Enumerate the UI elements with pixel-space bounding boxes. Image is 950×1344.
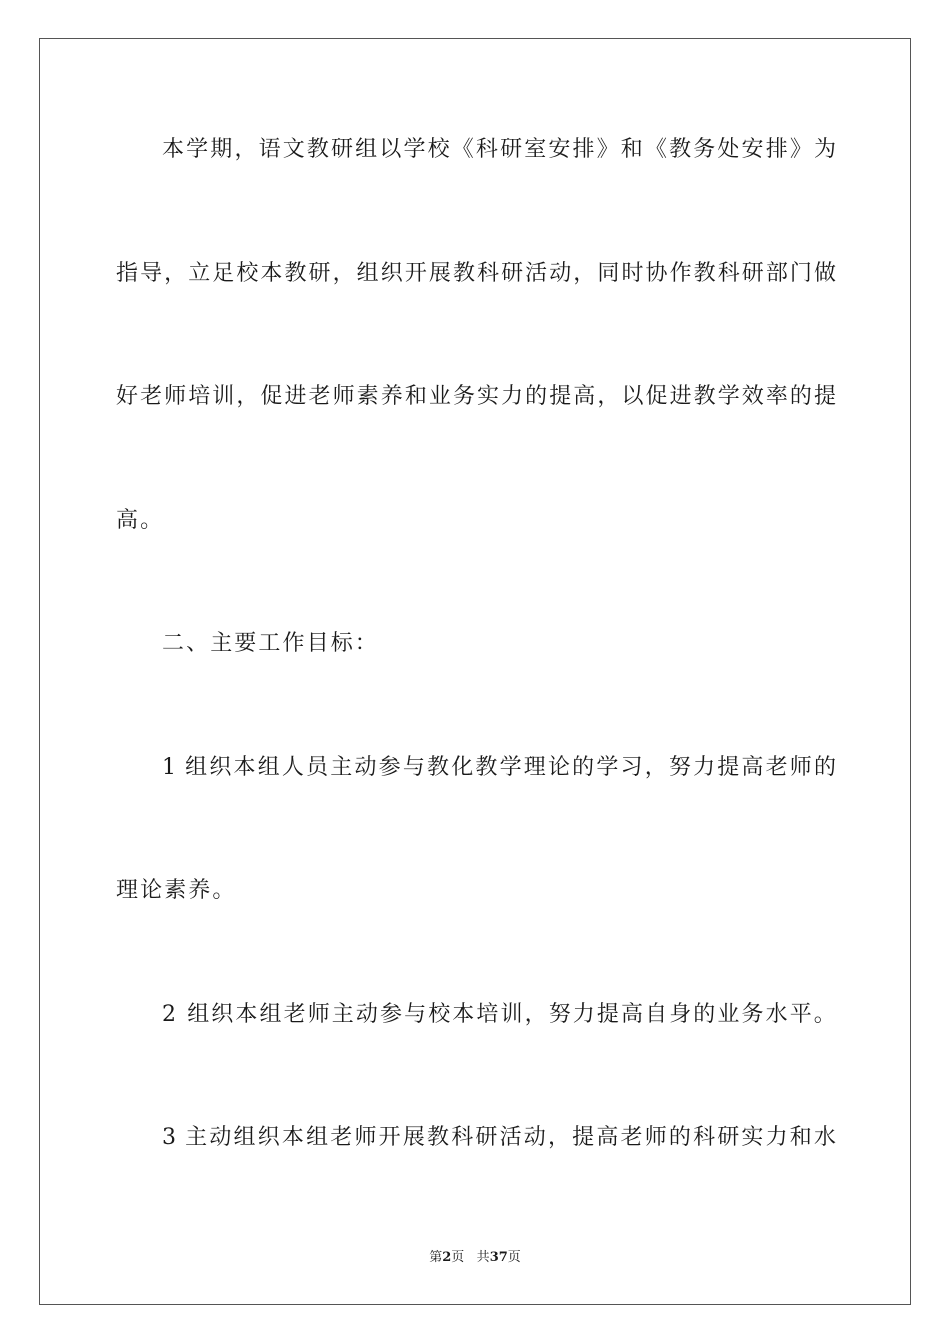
document-body: [116, 128, 836, 1240]
total-unit: 页: [507, 1250, 521, 1265]
paragraph-line: 高。: [116, 507, 165, 533]
page-number: 2: [442, 1250, 452, 1265]
paragraph-line: 指导，立足校本教研，组织开展教科研活动，同时协作教科研部门做: [116, 260, 836, 286]
page-unit: 页: [451, 1250, 465, 1265]
list-item: 3 主动组织本组老师开展教科研活动，提高老师的科研实力和水: [162, 1125, 836, 1150]
paragraph-line: 本学期，语文教研组以学校《科研室安排》和《教务处安排》为: [162, 137, 836, 162]
total-prefix: 共: [476, 1250, 490, 1265]
list-item: 2 组织本组老师主动参与校本培训，努力提高自身的业务水平。: [162, 1001, 838, 1027]
section-heading: 二、主要工作目标：: [162, 631, 379, 656]
page-prefix: 第: [429, 1250, 443, 1265]
paragraph-line: 好老师培训，促进老师素养和业务实力的提高，以促进教学效率的提: [116, 384, 836, 409]
list-item-continuation: 理论素养。: [116, 878, 237, 903]
page-footer: [0, 1246, 950, 1265]
list-item: 1 组织本组人员主动参与教化教学理论的学习，努力提高老师的: [162, 754, 836, 780]
page-total: 37: [489, 1250, 508, 1265]
